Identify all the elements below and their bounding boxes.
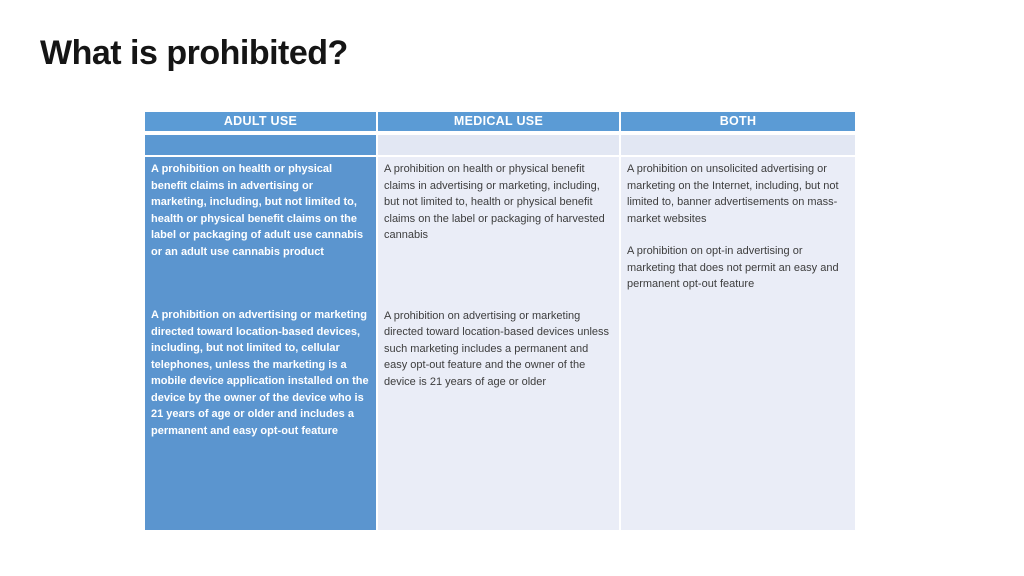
table-header-row (145, 112, 855, 131)
page-title: What is prohibited? (40, 34, 348, 72)
both-cell (621, 157, 855, 530)
column-header-medical-use: MEDICAL USE (378, 112, 619, 131)
column-header-both: BOTH (621, 112, 855, 131)
both-prohibition-1: A prohibition on unsolicited advertising or marketing on the Internet, including, but not limited to, banner advertisements on mass-market websites (627, 163, 839, 225)
column-header-adult-use: ADULT USE (145, 112, 376, 131)
table-body-row (145, 157, 855, 530)
adult-use-cell (145, 157, 376, 530)
adult-use-prohibition-1: A prohibition on health or physical benefit claims in advertising or marketing, including, but not limited to, health or physical benefit claims on the label or packaging of adult use cannabis or an adult use cannabis product (151, 163, 364, 258)
prohibitions-table (145, 112, 855, 530)
spacer-cell-medical-use (378, 135, 619, 155)
adult-use-prohibition-2: A prohibition on advertising or marketing directed toward location-based devices, including, but not limited to, cellular telephones, unless the marketing is a mobile device application installed on the device by the owner of the device who is 21 years of age or older and includes a permanent and easy opt-out feature (151, 309, 369, 437)
table-spacer-row (145, 135, 855, 155)
spacer-cell-adult-use (145, 135, 376, 155)
medical-use-prohibition-2: A prohibition on advertising or marketing directed toward location-based devices unless such marketing includes a permanent and easy opt-out feature and the owner of the device is 21 years of age or older (384, 309, 610, 388)
medical-use-cell (378, 157, 619, 530)
spacer-cell-both (621, 135, 855, 155)
medical-use-prohibition-1: A prohibition on health or physical benefit claims in advertising or marketing, including, but not limited to, health or physical benefit claims on the label or packaging of harvested cannabis (384, 163, 605, 241)
both-prohibition-2: A prohibition on opt-in advertising or marketing that does not permit an easy and permanent opt-out feature (627, 245, 839, 290)
